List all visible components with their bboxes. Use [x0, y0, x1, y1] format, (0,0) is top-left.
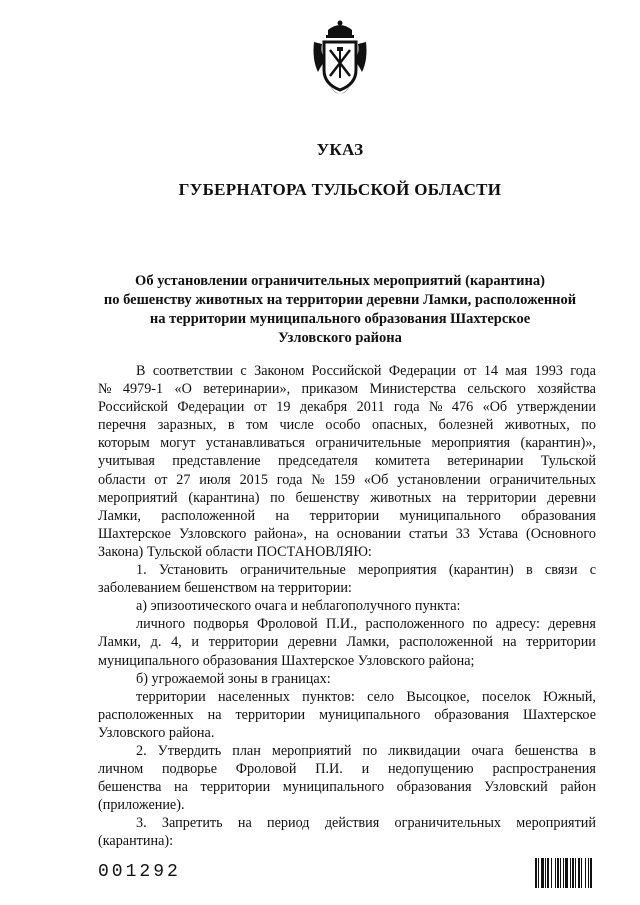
body-word: Российской	[98, 399, 168, 416]
body-word: №	[98, 381, 112, 398]
barcode-bar	[555, 858, 556, 888]
body-line	[98, 398, 596, 416]
body-line-text: (карантина):	[98, 833, 174, 850]
body-word: Фроловой	[257, 616, 318, 633]
barcode-bar	[547, 858, 549, 888]
body-word: бешенству	[295, 489, 360, 506]
body-word: ограничительные	[315, 435, 422, 452]
body-word: Российской	[311, 363, 382, 379]
body-word: №	[311, 471, 325, 488]
body-word: по	[270, 489, 285, 506]
body-word: соответствии	[152, 363, 234, 379]
body-word: Ламки,	[98, 507, 141, 524]
body-line-text: а) эпизоотического очага и неблагополучного пункта:	[136, 598, 461, 615]
subject-line: Узловского района	[278, 330, 402, 346]
body-word: личном	[98, 761, 144, 778]
body-word: района»,	[254, 525, 307, 542]
body-word: 1.	[136, 562, 147, 579]
body-word: могут	[160, 435, 196, 452]
body-word: которым	[98, 435, 150, 452]
document-type: УКАЗ	[316, 140, 364, 159]
body-word: ограничительные	[240, 562, 346, 579]
body-word: года	[570, 363, 596, 379]
body-word: на	[314, 525, 329, 542]
body-word: территории	[466, 489, 537, 506]
body-word: д.	[150, 634, 162, 651]
body-word: деревня	[548, 616, 596, 633]
body-word: Высоцкое,	[406, 688, 470, 705]
body-line	[98, 543, 596, 561]
body-word: поселок	[481, 688, 531, 705]
body-word: Федерации	[388, 363, 456, 379]
barcode-bar	[575, 858, 576, 888]
body-line	[98, 416, 596, 434]
registration-number: 001292	[98, 862, 181, 882]
body-word: 33	[455, 525, 470, 542]
body-line	[98, 434, 596, 452]
body-word: село	[367, 688, 395, 705]
body-word: с	[589, 562, 596, 579]
body-word: по	[472, 616, 488, 633]
body-word: сельского	[467, 381, 526, 398]
body-word: перечня	[98, 417, 147, 434]
body-word: личного	[136, 616, 186, 633]
body-line	[98, 688, 596, 706]
body-line-text: заболеванием бешенством на территории:	[98, 580, 352, 597]
body-word: болезней	[438, 417, 494, 434]
body-word: подворья	[193, 616, 249, 633]
body-line	[98, 489, 596, 507]
body-word: «Об	[363, 471, 389, 488]
body-word: «О	[174, 381, 192, 398]
body-line	[98, 724, 596, 742]
body-word: (карантина)	[188, 489, 260, 506]
barcode-bar	[578, 858, 580, 888]
body-word: том	[246, 417, 268, 434]
issuer-title: ГУБЕРНАТОРА ТУЛЬСКОЙ ОБЛАСТИ	[178, 180, 502, 199]
body-word: образования	[396, 779, 472, 796]
body-line	[98, 380, 596, 398]
body-word: на	[174, 779, 188, 796]
body-word: Южный,	[543, 688, 596, 705]
body-word: расположенной	[399, 634, 493, 651]
subject-line: на территории муниципального образования Шахтерское	[149, 311, 531, 327]
barcode-bar	[535, 858, 537, 888]
body-word: в	[589, 742, 596, 759]
barcode-bar	[563, 858, 564, 888]
body-line	[98, 362, 596, 380]
body-word: Утвердить	[157, 742, 222, 759]
body-line	[98, 633, 596, 651]
body-word: «Об	[482, 399, 508, 416]
body-line	[98, 507, 596, 525]
body-word: недопущению	[387, 761, 474, 778]
body-word: мероприятий	[271, 742, 352, 759]
body-word: Тульской	[540, 453, 596, 470]
body-word: на	[442, 489, 457, 506]
body-word: В	[136, 363, 146, 379]
body-line	[98, 796, 596, 814]
body-word: утверждении	[516, 399, 596, 416]
barcode-bar	[570, 858, 571, 888]
barcode-bar	[557, 858, 559, 888]
body-word: животных,	[504, 417, 570, 434]
coat-of-arms-icon	[308, 20, 372, 104]
body-word: 159	[333, 471, 355, 488]
body-word: с	[240, 363, 247, 379]
decree-subject	[60, 272, 620, 348]
body-word: (карантин)	[448, 562, 514, 579]
barcode-icon	[535, 858, 625, 888]
decree-body	[98, 362, 596, 851]
body-word: территории	[200, 779, 271, 796]
body-word: мероприятия	[358, 562, 437, 579]
body-word: на	[275, 507, 290, 524]
body-word: ветеринарии	[447, 453, 524, 470]
body-word: территории	[208, 634, 279, 651]
body-word: территории	[235, 706, 306, 723]
body-word: года	[276, 471, 303, 488]
body-line	[98, 525, 596, 543]
body-word: адресу:	[495, 616, 540, 633]
body-word: председателя	[277, 453, 358, 470]
body-word: Устава	[477, 525, 519, 542]
body-word: и	[361, 761, 370, 778]
body-line-text: б) угрожаемой зоны в границах:	[136, 670, 331, 687]
body-word: в	[525, 562, 533, 579]
subject-line: по бешенству животных на территории деревни Ламки, расположенной	[103, 292, 577, 308]
body-word: животных	[370, 489, 432, 506]
body-word: П.И.,	[326, 616, 358, 633]
body-word: очага	[471, 742, 504, 759]
body-word: 2.	[136, 742, 147, 759]
body-word: бешенства	[98, 779, 162, 796]
body-word: территории	[309, 507, 380, 524]
body-line	[98, 742, 596, 760]
body-line	[98, 652, 596, 670]
body-line	[98, 670, 596, 688]
barcode-bar	[590, 858, 592, 888]
body-line	[98, 471, 596, 489]
body-word: 4,	[171, 634, 182, 651]
body-word: по	[362, 742, 378, 759]
body-word: расположенных	[98, 706, 194, 723]
body-word: по	[581, 417, 596, 434]
body-word: в	[227, 417, 235, 434]
body-word: статьи	[408, 525, 448, 542]
body-word: Федерации	[177, 399, 245, 416]
body-word: числе	[279, 417, 314, 434]
body-word: муниципального	[399, 507, 501, 524]
subject-line: Об установлении ограничительных мероприятий (карантина)	[135, 273, 545, 289]
body-word: Шахтерское	[98, 525, 171, 542]
body-word: ограничительных	[394, 815, 502, 832]
body-word: 3.	[136, 815, 147, 832]
body-word: 476	[451, 399, 474, 416]
body-word: подворье	[161, 761, 218, 778]
body-line-text: (приложение).	[98, 797, 185, 814]
body-word: на	[502, 634, 517, 651]
body-word: ликвидации	[388, 742, 461, 759]
body-word: приказом	[301, 381, 359, 398]
body-word: от	[253, 399, 267, 416]
body-line	[98, 597, 596, 615]
body-word: образования	[521, 507, 596, 524]
body-word: план	[232, 742, 261, 759]
barcode-bar	[551, 858, 552, 888]
body-word: области	[98, 471, 146, 488]
body-word: особо	[325, 417, 361, 434]
body-word: заразных,	[157, 417, 217, 434]
body-word: №	[428, 399, 443, 416]
body-word: от	[154, 471, 168, 488]
barcode-bar	[565, 858, 568, 888]
body-word: года	[393, 399, 420, 416]
body-word: учитывая	[98, 453, 155, 470]
body-line-text: муниципального образования Шахтерское Узловского района;	[98, 652, 475, 669]
body-word: действия	[324, 815, 380, 832]
body-word: деревни	[288, 634, 337, 651]
body-word: 14	[483, 363, 498, 379]
body-word: на	[207, 706, 222, 723]
body-line	[98, 561, 596, 579]
body-word: период	[267, 815, 310, 832]
body-word: (Основного	[526, 525, 596, 542]
body-word: образования	[434, 706, 510, 723]
body-word: мероприятия	[431, 435, 511, 452]
body-word: (карантин)»,	[520, 435, 596, 452]
barcode-bar	[588, 858, 589, 888]
body-word: на	[237, 815, 252, 832]
body-word: район	[560, 779, 596, 796]
body-word: муниципального	[282, 779, 385, 796]
body-word: декабря	[299, 399, 348, 416]
body-word: Ламки,	[346, 634, 390, 651]
body-word: Министерства	[369, 381, 457, 398]
body-line	[98, 706, 596, 724]
body-line	[98, 760, 596, 778]
body-word: Узловского	[178, 525, 247, 542]
body-word: расположенной	[161, 507, 256, 524]
body-word: П.И.	[315, 761, 343, 778]
body-word: Ламки,	[98, 634, 141, 651]
body-line	[98, 579, 596, 597]
body-word: расположенного	[365, 616, 465, 633]
body-word: и	[191, 634, 199, 651]
barcode-bar	[541, 858, 544, 888]
body-line	[98, 452, 596, 470]
body-word: основании	[336, 525, 401, 542]
barcode-bar	[538, 858, 539, 888]
body-word: территории	[526, 634, 596, 651]
body-word: мероприятий	[98, 489, 178, 506]
body-word: пунктов:	[302, 688, 355, 705]
body-word: опасных,	[372, 417, 428, 434]
body-word: бешенства	[514, 742, 579, 759]
body-word: ветеринарии»,	[203, 381, 291, 398]
body-word: 1993	[534, 363, 563, 379]
body-word: ограничительных	[489, 471, 596, 488]
body-line-text: Закона) Тульской области ПОСТАНОВЛЯЮ:	[98, 543, 372, 560]
body-word: 2011	[356, 399, 385, 416]
body-word: Законом	[254, 363, 305, 379]
body-word: устанавливаться	[205, 435, 305, 452]
barcode-bar	[572, 858, 574, 888]
barcode-bar	[560, 858, 561, 888]
body-line	[98, 778, 596, 796]
body-word: Узловский	[484, 779, 548, 796]
body-word: 27	[176, 471, 191, 488]
body-word: территории	[136, 688, 206, 705]
body-word: комитета	[375, 453, 430, 470]
body-word: мая	[505, 363, 528, 379]
body-word: Запретить	[161, 815, 223, 832]
body-word: 2015	[239, 471, 268, 488]
body-word: от	[463, 363, 477, 379]
body-line-text: Узловского района.	[98, 724, 215, 741]
body-word: июля	[199, 471, 231, 488]
body-word: хозяйства	[537, 381, 596, 398]
body-word: связи	[544, 562, 578, 579]
body-line	[98, 832, 596, 850]
body-word: Фроловой	[235, 761, 297, 778]
barcode-bar	[545, 858, 546, 888]
body-word: населенных	[217, 688, 290, 705]
body-word: представление	[172, 453, 261, 470]
body-line	[98, 615, 596, 633]
body-word: Установить	[158, 562, 228, 579]
body-word: мероприятий	[516, 815, 596, 832]
body-word: Шахтерское	[523, 706, 596, 723]
body-word: 4979-1	[122, 381, 164, 398]
barcode-bar	[581, 858, 582, 888]
body-word: распространения	[492, 761, 596, 778]
body-word: деревни	[547, 489, 596, 506]
barcode-bar	[585, 858, 586, 888]
body-word: установлении	[397, 471, 481, 488]
body-word: 19	[276, 399, 291, 416]
body-word: муниципального	[319, 706, 421, 723]
body-line	[98, 814, 596, 832]
